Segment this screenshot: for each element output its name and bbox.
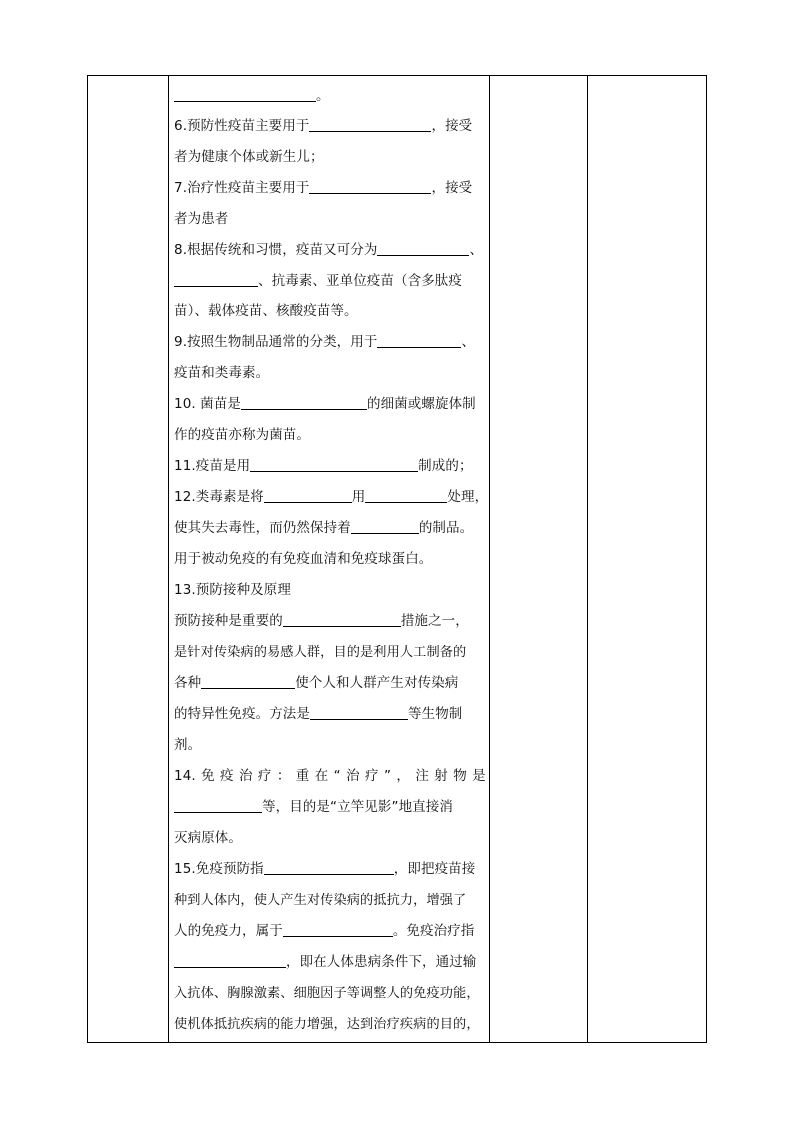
answer-blank: [174, 797, 262, 813]
text-line: 10. 菌苗是 的细菌或螺旋体制: [174, 396, 476, 412]
answer-blank: [201, 673, 295, 689]
answer-blank: [264, 487, 352, 503]
answer-blank: [283, 921, 393, 937]
text-line: 人的免疫力，属于 。免疫治疗指: [174, 923, 475, 939]
text-line: 者为患者: [174, 211, 229, 227]
text-line: 各种 使个人和人群产生对传染病: [174, 675, 459, 691]
column-divider: [587, 76, 588, 1042]
text-line: 7.治疗性疫苗主要用于 ，接受: [174, 180, 473, 196]
text-line: 作的疫苗亦称为菌苗。: [174, 427, 310, 443]
text-line: 6.预防性疫苗主要用于 ，接受: [174, 118, 473, 134]
text-line: 12.类毒素是将 用 处理，: [174, 489, 489, 505]
answer-blank: [174, 271, 258, 287]
text-line: 、抗毒素、亚单位疫苗（含多肽疫: [174, 266, 486, 297]
column-divider: [489, 76, 490, 1042]
column-divider: [168, 76, 169, 1042]
text-line: 者为健康个体或新生儿；: [174, 149, 324, 165]
answer-blank: [174, 86, 316, 102]
text-line: 的特异性免疫。方法是 等生物制: [174, 706, 463, 722]
text-line: 15.免疫预防指 ，即把疫苗接: [174, 861, 476, 877]
answer-blank: [309, 116, 431, 132]
text-line: 使机体抵抗疾病的能力增强，达到治疗疾病的目的，: [174, 1017, 480, 1032]
text-line: 14. 免 疫 治 疗 ： 重 在 “ 治 疗 ” ， 注 射 物 是: [174, 768, 486, 784]
answer-blank: [283, 611, 401, 627]
text-line: 13.预防接种及原理: [174, 582, 291, 598]
text-line: 入抗体、胸腺激素、细胞因子等调整人的免疫功能，: [174, 986, 480, 1001]
answer-blank: [351, 518, 419, 534]
text-line: 疫苗和类毒素。: [174, 365, 270, 381]
text-line: 是针对传染病的易感人群，目的是利用人工制备的: [174, 645, 467, 660]
text-line: 使其失去毒性，而仍然保持着 的制品。: [174, 520, 474, 536]
answer-blank: [377, 240, 469, 256]
answer-blank: [264, 859, 394, 875]
text-line: ，即在人体患病条件下，通过输: [174, 947, 486, 978]
answer-blank: [365, 487, 447, 503]
text-line: 灭病原体。: [174, 830, 242, 846]
text-line: 苗）、载体疫苗、核酸疫苗等。: [174, 303, 358, 319]
text-line: 剂。: [174, 737, 202, 753]
answer-blank: [174, 952, 286, 968]
text-line: 。: [174, 81, 486, 112]
text-line: 预防接种是重要的 措施之一，: [174, 613, 469, 629]
answer-blank: [250, 456, 418, 472]
text-line: 11.疫苗是用 制成的；: [174, 458, 473, 474]
answer-blank: [241, 394, 367, 410]
text-line: 用于被动免疫的有免疫血清和免疫球蛋白。: [174, 551, 433, 567]
text-line: 8.根据传统和习惯，疫苗又可分为 、: [174, 242, 484, 258]
answer-blank: [309, 178, 431, 194]
text-line: 等，目的是“立竿见影”地直接消: [174, 792, 486, 823]
answer-blank: [310, 704, 408, 720]
text-line: 种到人体内，使人产生对传染病的抵抗力，增强了: [174, 893, 467, 908]
lesson-table: [87, 75, 707, 1043]
answer-blank: [377, 332, 461, 348]
text-line: 9.按照生物制品通常的分类，用于 、: [174, 334, 476, 350]
